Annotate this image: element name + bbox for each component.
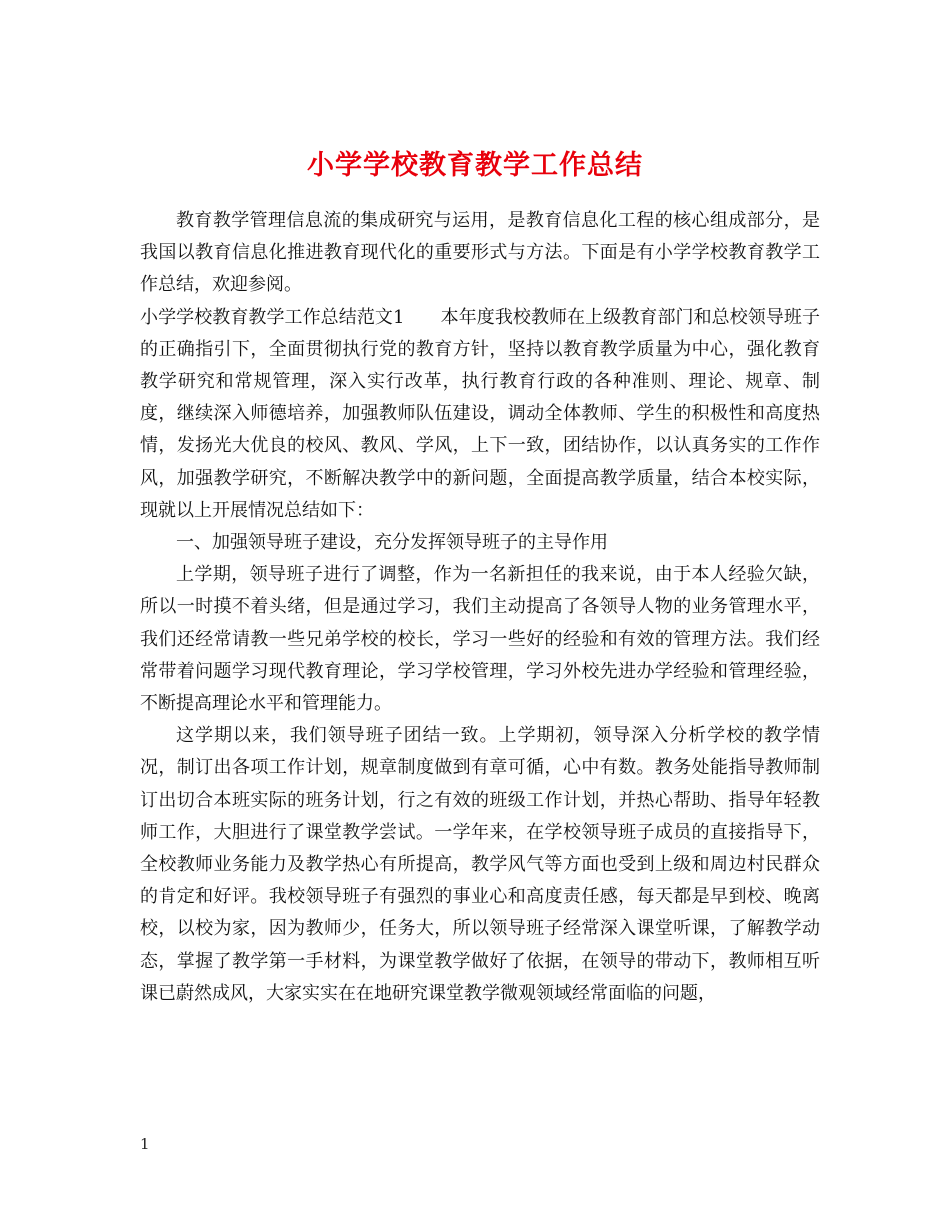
sample-heading-paragraph: 小学学校教育教学工作总结范文1 本年度我校教师在上级教育部门和总校领导班子的正确指引下，全面贯彻执行党的教育方针，坚持以教育教学质量为中心，强化教育教学研究和常规管理，深入实行改革，执行教育行政的各种准则、理论、规章、制度，继续深入师德培养，加强教师队伍建设，调动全体教师、学生的积极性和高度热情，发扬光大优良的校风、教风、学风，上下一致，团结协作，以认真务实的工作作风，加强教学研究，不断解决教学中的新问题，全面提高教学质量，结合本校实际，现就以上开展情况总结如下： <box>140 306 820 521</box>
section-heading: 一、加强领导班子建设，充分发挥领导班子的主导作用 <box>176 532 608 554</box>
body-paragraph: 上学期，领导班子进行了调整，作为一名新担任的我来说，由于本人经验欠缺，所以一时摸不着头绪，但是通过学习，我们主动提高了各领导人物的业务管理水平，我们还经常请教一些兄弟学校的校长，学习一些好的经验和有效的管理方法。我们经常带着问题学习现代教育理论，学习学校管理，学习外校先进办学经验和管理经验，不断提高理论水平和管理能力。 <box>140 564 820 715</box>
intro-paragraph: 教育教学管理信息流的集成研究与运用，是教育信息化工程的核心组成部分，是我国以教育信息化推进教育现代化的重要形式与方法。下面是有小学学校教育教学工作总结，欢迎参阅。 <box>140 210 820 296</box>
body-paragraph: 这学期以来，我们领导班子团结一致。上学期初，领导深入分析学校的教学情况，制订出各项工作计划，规章制度做到有章可循，心中有数。教务处能指导教师制订出切合本班实际的班务计划，行之有效的班级工作计划，并热心帮助、指导年轻教师工作，大胆进行了课堂教学尝试。一学年来，在学校领导班子成员的直接指导下，全校教师业务能力及教学热心有所提高，教学风气等方面也受到上级和周边村民群众的肯定和好评。我校领导班子有强烈的事业心和高度责任感，每天都是早到校、晚离校，以校为家，因为教师少，任务大，所以领导班子经常深入课堂听课，了解教学动态，掌握了教学第一手材料，为课堂教学做好了依据，在领导的带动下，教师相互听课已蔚然成风，大家实实在在地研究课堂教学微观领域经常面临的问题， <box>140 725 820 1004</box>
page-title: 小学学校教育教学工作总结 <box>307 150 643 182</box>
page-number: 1 <box>140 1135 150 1153</box>
document-body <box>140 205 820 1010</box>
